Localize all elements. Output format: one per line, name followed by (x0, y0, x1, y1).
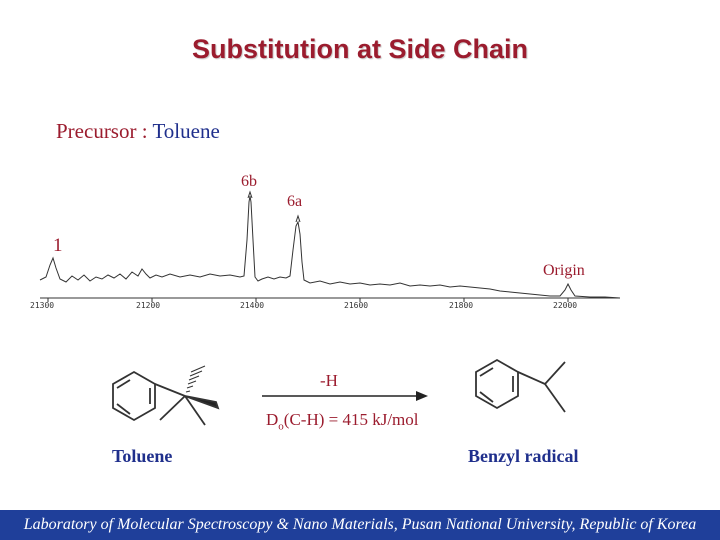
slide-title: Substitution at Side Chain (192, 34, 528, 64)
energy-subscript: o (278, 420, 284, 433)
axis-tick-label: 21600 (344, 301, 369, 310)
energy-prefix: D (266, 410, 279, 429)
peak-label-6a: 6a (287, 193, 303, 210)
arrow-label: -H (320, 371, 338, 390)
reaction-arrow (262, 391, 428, 401)
precursor-value: Toluene (152, 119, 220, 143)
benzyl-radical-structure (476, 360, 565, 412)
bond-energy (266, 410, 419, 432)
reactant-name: Toluene (112, 446, 173, 466)
axis-tick-label: 21200 (136, 301, 161, 310)
peak-label-1: 1 (53, 235, 63, 256)
axis-tick-label: 21300 (30, 301, 55, 310)
peak-label-origin: Origin (543, 262, 585, 279)
product-name: Benzyl radical (468, 446, 579, 466)
energy-value: (C-H) = 415 kJ/mol (283, 410, 419, 429)
precursor-label: Precursor : (56, 119, 148, 143)
axis-tick-label: 22000 (553, 301, 578, 310)
peak-label-6b: 6b (241, 173, 257, 190)
footer-bar: Laboratory of Molecular Spectroscopy & Nano Materials, Pusan National University, Republic of Korea (0, 510, 720, 540)
axis-tick-label: 21400 (240, 301, 265, 310)
axis-tick-label: 21800 (449, 301, 474, 310)
hashed-bond (186, 366, 205, 392)
toluene-structure (113, 372, 218, 425)
